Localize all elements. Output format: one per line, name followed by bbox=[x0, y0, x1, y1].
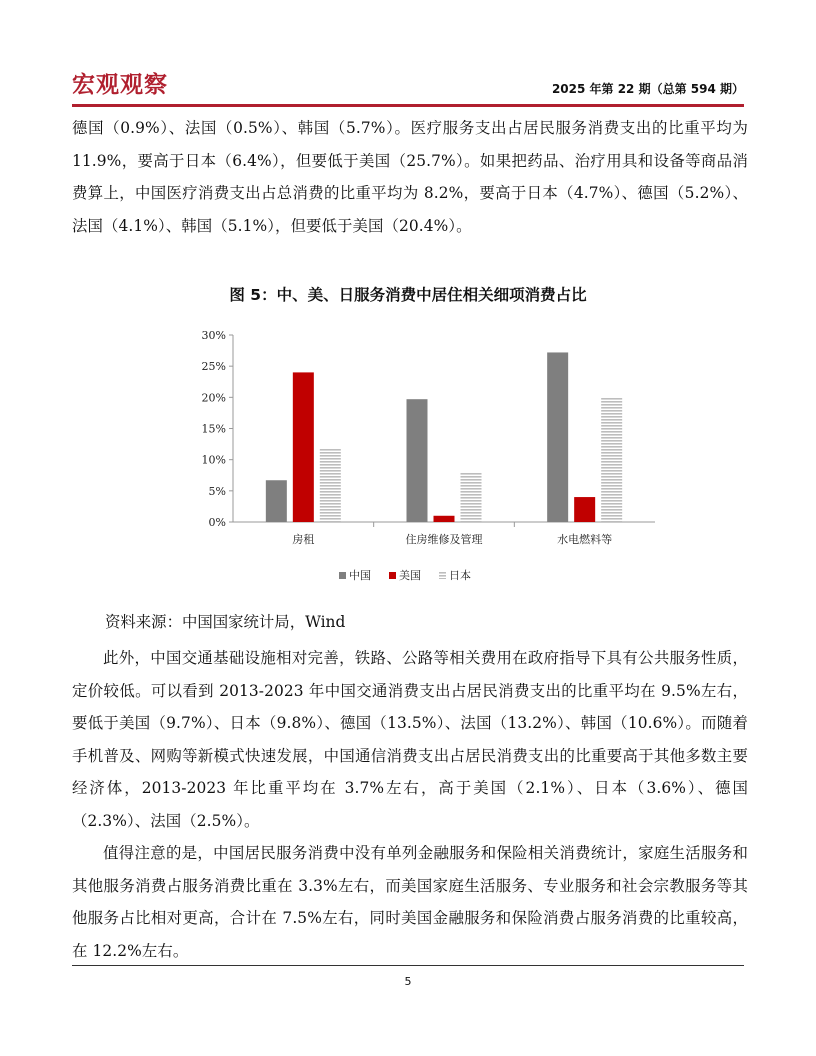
y-tick-label: 20% bbox=[201, 391, 226, 405]
body-paragraph-3: 值得注意的是，中国居民服务消费中没有单列金融服务和保险相关消费统计，家庭生活服务和其他服务消费占服务消费比重在 3.3%左右，而美国家庭生活服务、专业服务和社会宗教服务等其他服务占比相对更高，合计在 7.5%左右，同时美国金融服务和保险消费占服务消费的比重较高，在 12.2%左右。 bbox=[72, 844, 748, 960]
legend-swatch-中国 bbox=[339, 572, 346, 579]
issue-number: 2025 年第 22 期（总第 594 期） bbox=[551, 82, 744, 96]
bar-中国-水电燃料等 bbox=[547, 352, 568, 522]
y-tick-label: 15% bbox=[201, 422, 226, 436]
bar-美国-房租 bbox=[293, 372, 314, 522]
y-tick-label: 5% bbox=[208, 484, 226, 498]
bar-日本-住房维修及管理 bbox=[461, 472, 482, 522]
bar-chart bbox=[0, 320, 816, 598]
y-tick-label: 25% bbox=[201, 360, 226, 374]
bar-中国-住房维修及管理 bbox=[407, 399, 428, 522]
footer-divider bbox=[72, 965, 744, 966]
bar-美国-住房维修及管理 bbox=[434, 516, 455, 522]
legend-label-日本: 日本 bbox=[449, 569, 471, 582]
body-paragraph-1: 德国（0.9%）、法国（0.5%）、韩国（5.7%）。医疗服务支出占居民服务消费支出的比重平均为 11.9%，要高于日本（6.4%），但要低于美国（25.7%）。如果把药品、治疗用具和设备等商品消费算上，中国医疗消费支出占总消费的比重平均为 8.2%，要高于日本（4.7%）、德国（5.2%）、法国（4.1%）、韩国（5.1%），但要低于美国（20.4%）。 bbox=[72, 119, 748, 235]
publication-title: 宏观观察 bbox=[72, 72, 168, 98]
legend-swatch-日本 bbox=[439, 572, 446, 579]
legend-label-中国: 中国 bbox=[349, 569, 371, 582]
y-tick-label: 30% bbox=[201, 329, 226, 342]
figure-source: 资料来源：中国国家统计局，Wind bbox=[105, 613, 346, 631]
bar-中国-房租 bbox=[266, 480, 287, 522]
x-category-label: 住房维修及管理 bbox=[405, 533, 483, 546]
legend-swatch-美国 bbox=[389, 572, 396, 579]
x-category-label: 房租 bbox=[292, 533, 315, 546]
bar-日本-房租 bbox=[320, 448, 341, 522]
y-tick-label: 0% bbox=[208, 516, 226, 529]
x-category-label: 水电燃料等 bbox=[557, 533, 613, 546]
chart-plot-area bbox=[202, 329, 655, 582]
y-tick-label: 10% bbox=[201, 453, 226, 467]
page-header bbox=[72, 64, 744, 107]
body-paragraph-2: 此外，中国交通基础设施相对完善，铁路、公路等相关费用在政府指导下具有公共服务性质，定价较低。可以看到 2013-2023 年中国交通消费支出占居民消费支出的比重平均在 9.5%左右，要低于美国（9.7%）、日本（9.8%）、德国（13.5%）、法国（13.2%）、韩国（10.6%）。而随着手机普及、网购等新模式快速发展，中国通信消费支出占居民消费支出的比重要高于其他多数主要经济体，2013-2023 年比重平均在 3.7%左右，高于美国（2.1%）、日本（3.6%）、德国（2.3%）、法国（2.5%）。 bbox=[72, 649, 748, 830]
legend-label-美国: 美国 bbox=[399, 569, 421, 582]
page-number: 5 bbox=[404, 975, 412, 988]
bar-美国-水电燃料等 bbox=[574, 497, 595, 522]
bar-日本-水电燃料等 bbox=[601, 397, 622, 522]
figure-title: 图 5：中、美、日服务消费中居住相关细项消费占比 bbox=[229, 286, 587, 304]
